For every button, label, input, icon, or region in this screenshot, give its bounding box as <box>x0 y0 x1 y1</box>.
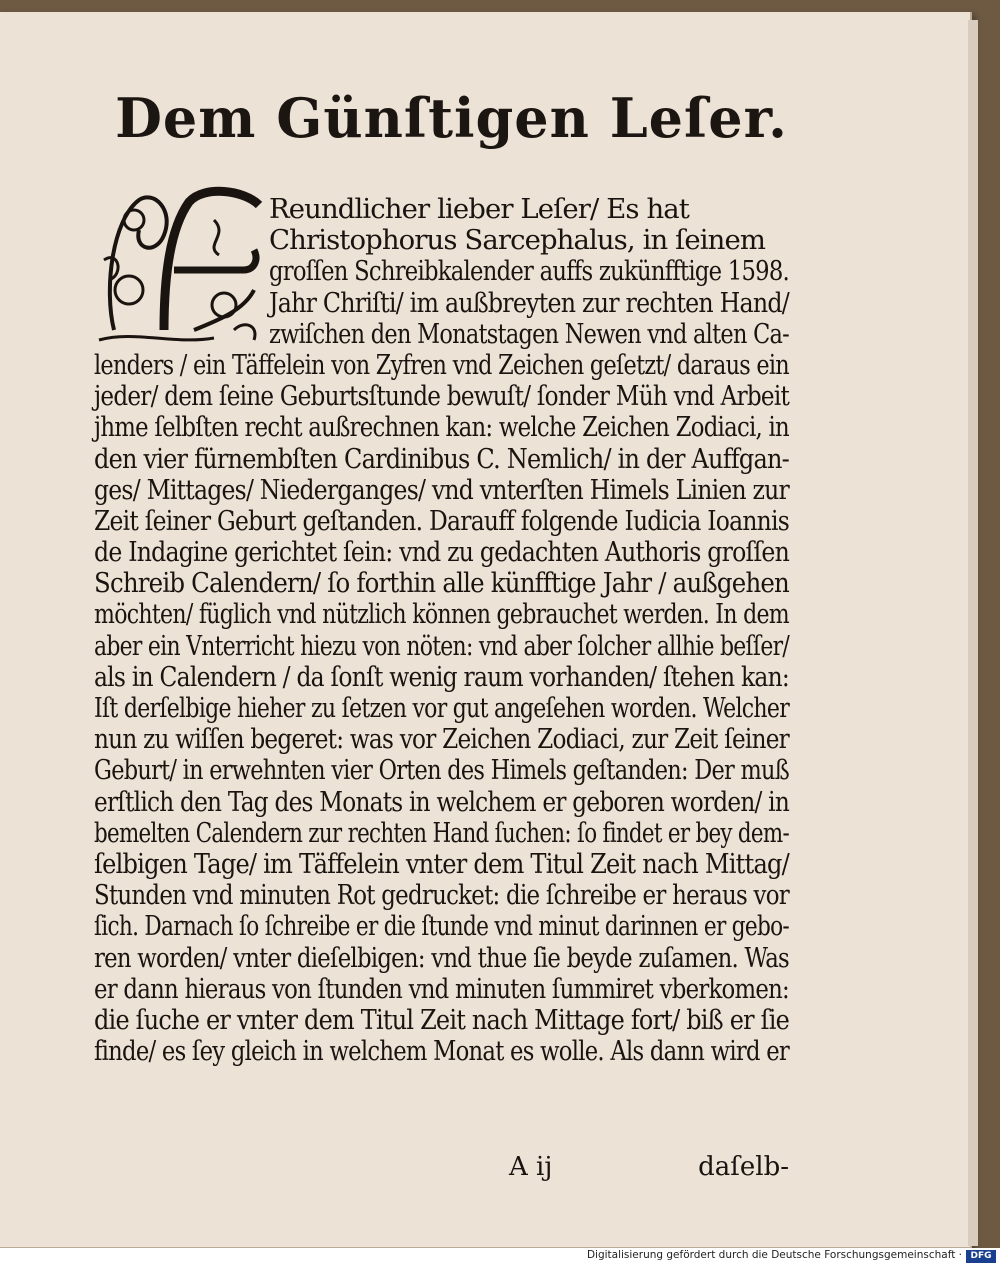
text-line: den vier fürnembſten Cardinibus C. Nemlich/ in der Auffgan- <box>94 442 789 475</box>
text-line: zwiſchen den Monatstagen Newen vnd alten Ca- <box>269 317 789 350</box>
page-heading: Dem Günſtigen Leſer. <box>115 86 788 150</box>
body-text <box>94 194 789 1067</box>
text-line: de Indagine gerichtet ſein: vnd zu gedachten Authoris groſſen <box>94 536 789 569</box>
text-line: Jahr Chriſti/ im außbreyten zur rechten Hand/ <box>269 286 789 319</box>
text-line: finde/ es ſey gleich in welchem Monat es wolle. Als dann wird er <box>94 1035 789 1068</box>
text-line: möchten/ füglich vnd nützlich können gebrauchet werden. In dem <box>94 598 789 631</box>
dfg-logo: DFG <box>966 1250 996 1263</box>
text-line: erſtlich den Tag des Monats in welchem er geboren worden/ in <box>94 785 789 818</box>
page-edge <box>968 20 978 1246</box>
book-page <box>0 12 972 1249</box>
page-text <box>94 86 789 1182</box>
page-footer <box>94 1152 789 1182</box>
text-line: Schreib Calendern/ ſo forthin alle künfftige Jahr / außgehen <box>94 567 789 600</box>
text-line: Geburt/ in erwehnten vier Orten des Himels geſtanden: Der muß <box>94 754 789 787</box>
text-line: bemelten Calendern zur rechten Hand ſuchen: ſo findet er bey dem- <box>94 816 789 849</box>
text-line: Reundlicher lieber Leſer/ Es hat <box>269 193 689 225</box>
text-line: jeder/ dem ſeine Geburtsſtunde bewuſt/ ſonder Müh vnd Arbeit <box>94 380 789 413</box>
signature-mark: A ij <box>509 1152 553 1182</box>
text-line: ren worden/ vnter dieſelbigen: vnd thue ſie beyde zuſamen. Was <box>94 941 789 974</box>
text-line: lenders / ein Täffelein von Zyfren vnd Zeichen geſetzt/ daraus ein <box>94 348 789 381</box>
text-line: nun zu wiſſen begeret: was vor Zeichen Zodiaci, zur Zeit ſeiner <box>94 723 789 756</box>
text-line: aber ein Vnterricht hiezu von nöten: vnd aber ſolcher allhie beſſer/ <box>94 629 789 662</box>
catchword: daſelb- <box>698 1152 789 1182</box>
text-line: Stunden vnd minuten Rot gedrucket: die ſchreibe er heraus vor <box>94 879 789 912</box>
text-line: ſich. Darnach ſo ſchreibe er die ſtunde vnd minut darinnen er gebo- <box>94 910 789 943</box>
text-line: Christophorus Sarcephalus, in ſeinem <box>269 224 766 257</box>
text-line: als in Calendern / da ſonſt wenig raum vorhanden/ ſtehen kan: <box>94 660 789 693</box>
text-line: er dann hieraus von ſtunden vnd minuten ſummiret vberkomen: <box>94 972 789 1005</box>
text-line: ges/ Mittages/ Niederganges/ vnd vnterſten Himels Linien zur <box>94 473 789 506</box>
text-line: ſelbigen Tage/ im Täffelein vnter dem Titul Zeit nach Mittag/ <box>94 847 789 880</box>
text-line: jhme ſelbſten recht außrechnen kan: welche Zeichen Zodiaci, in <box>94 411 789 444</box>
text-line: groſſen Schreibkalender auffs zukünfftige 1598. <box>269 255 789 288</box>
text-line: die ſuche er vnter dem Titul Zeit nach Mittage fort/ biß er ſie <box>94 1003 789 1036</box>
funding-credit: Digitalisierung gefördert durch die Deutsche Forschungsgemeinschaft · <box>586 1249 962 1261</box>
credit-bar <box>0 1248 1000 1266</box>
text-line: Iſt derſelbige hieher zu ſetzen vor gut angeſehen worden. Welcher <box>94 692 789 724</box>
text-line: Zeit ſeiner Geburt geſtanden. Darauff folgende Iudicia Ioannis <box>94 504 789 537</box>
